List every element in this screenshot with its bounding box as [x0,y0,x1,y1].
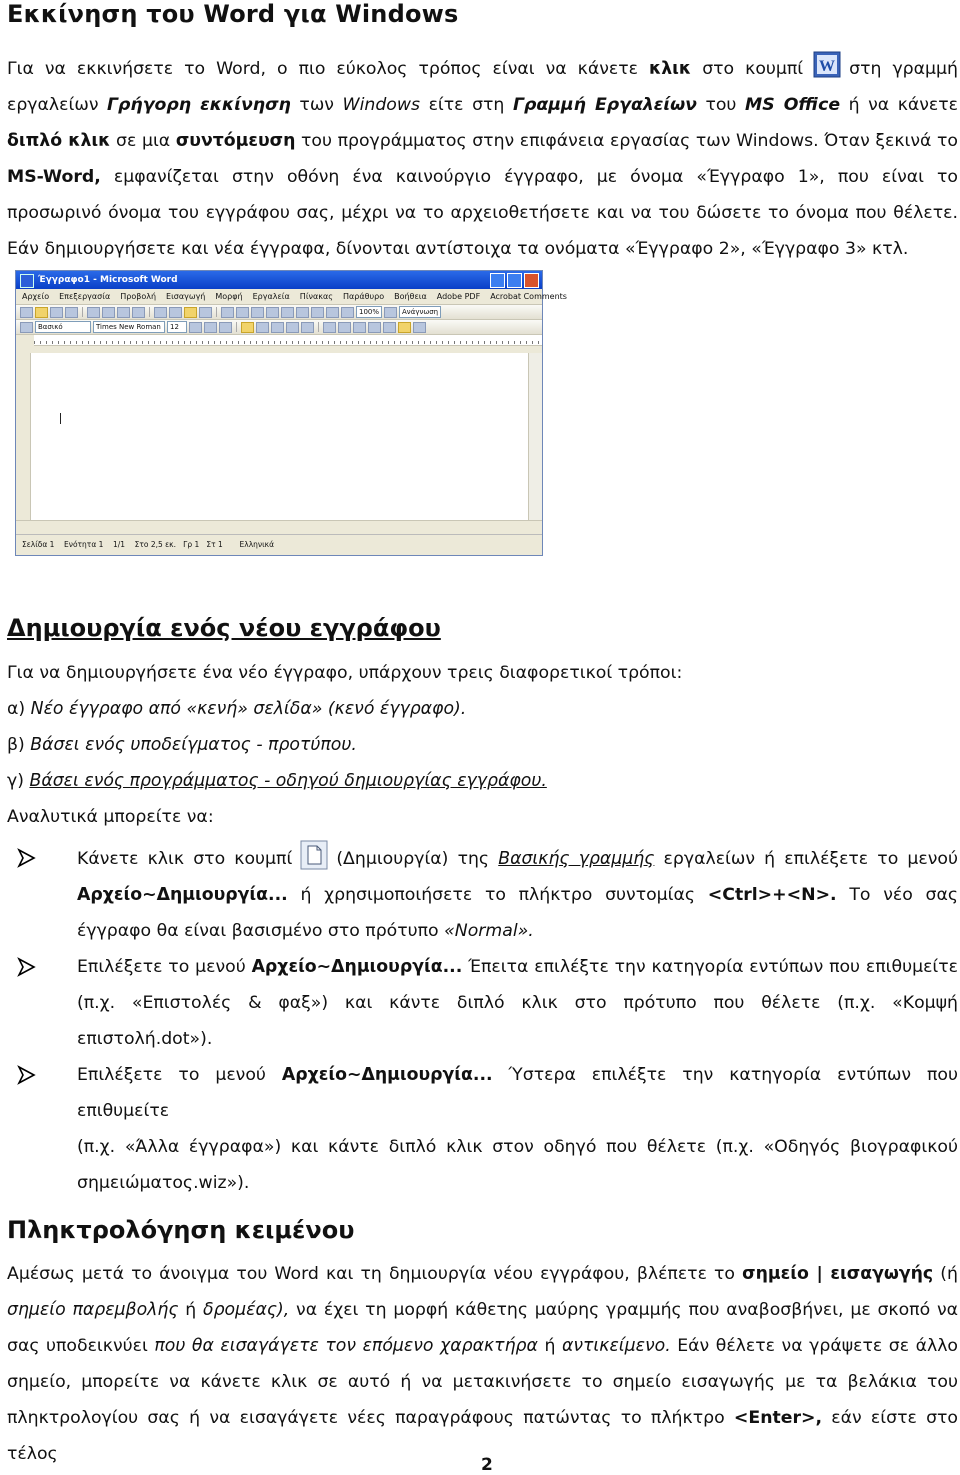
copy-icon[interactable] [169,307,182,318]
preview-icon[interactable] [102,307,115,318]
menu-file[interactable]: Αρχείο [22,292,50,301]
doc-map-icon[interactable] [326,307,339,318]
decrease-indent-icon[interactable] [353,322,366,333]
menu-edit[interactable]: Επεξεργασία [59,292,111,301]
close-button[interactable] [524,273,539,288]
menu-adobe-pdf[interactable]: Adobe PDF [436,292,481,301]
columns-icon[interactable] [296,307,309,318]
italic-icon[interactable] [204,322,217,333]
ways-list [7,655,958,835]
increase-indent-icon[interactable] [368,322,381,333]
section-title-new-document: Δημιουργία ενός νέου εγγράφου [7,614,441,642]
way-b: β) Βάσει ενός υποδείγματος - προτύπου. [7,735,357,755]
p1-line1: Για να εκκινήσετε το Word, ο πιο εύκολος τρόπος είναι να κάνετε κλικ στο κουμπί W στη γραμμή [7,50,958,87]
status-language: Ελληνικά [239,540,275,549]
new-icon[interactable] [20,307,33,318]
bullet-item-2: Επιλέξετε το μενού Αρχείο~Δημιουργία... Έπειτα επιλέξτε την κατηγορία εντύπων που επιθυμείτε (π.χ. «Επιστολές & φαξ») και κάντε διπλό κλικ στο πρότυπο που θέλετε (π.χ. «Κομψή επιστολή.dot»). [17,949,958,1057]
menu-bar [16,289,567,305]
font-select[interactable]: Times New Roman [93,321,165,333]
ways-intro: Για να δημιουργήσετε ένα νέο έγγραφο, υπάρχουν τρεις διαφορετικοί τρόποι: [7,663,683,683]
word-window-screenshot [15,270,567,556]
save-icon[interactable] [50,307,63,318]
numbering-icon[interactable] [323,322,336,333]
menu-window[interactable]: Παράθυρο [342,292,385,301]
word-icon [813,50,843,80]
status-page: Σελίδα 1 [22,540,55,549]
justify-icon[interactable] [286,322,299,333]
document-area[interactable] [16,353,542,521]
maximize-button[interactable] [507,273,522,288]
section-title-typing: Πληκτρολόγηση κειμένου [7,1216,355,1244]
horizontal-scrollbar[interactable] [16,520,542,535]
menu-acrobat-comments[interactable]: Acrobat Comments [490,292,567,301]
font-color-icon[interactable] [413,322,426,333]
hyperlink-icon[interactable] [251,307,264,318]
redo-icon[interactable] [236,307,249,318]
bullet-item-3: Επιλέξετε το μενού Αρχείο~Δημιουργία... Ύστερα επιλέξτε την κατηγορία εντύπων που επιθυμείτε (π.χ. «Άλλα έγγραφα») και κάντε διπλό κλικ στον οδηγό που θέλετε (π.χ. «Οδηγός βιογραφικού σημειώματος.wiz»). [17,1057,958,1201]
typing-paragraph: Αμέσως μετά το άνοιγμα του Word και τη δημιουργία νέου εγγράφου, βλέπετε το σημείο | εισαγωγής (ή σημείο παρεμβολής ή δρομέας), να έχει τη μορφή κάθετης μαύρης γραμμής που αναβοσβήνει, με σκοπό να σας υποδεικνύει που θα εισαγάγετε τον επόμενο χαρακτήρα ή αντικείμενο. Εάν θέλετε να γράψετε σε άλλο σημείο, μπορείτε να κάνετε κλικ σε αυτό ή να μετακινήσετε το σημείο εισαγωγής με τα βελάκια του πληκτρολογίου σας ή να εισαγάγετε νέες παραγράφους πατώντας το πλήκτρο <Enter>, εάν είστε στο τέλος [7,1264,959,1464]
section-title-start-word: Εκκίνηση του Word για Windows [7,0,459,28]
help-icon[interactable] [384,307,397,318]
undo-icon[interactable] [221,307,234,318]
intro-paragraph [7,50,958,267]
new-document-icon [300,840,328,870]
read-button[interactable]: Ανάγνωση [399,306,441,318]
status-at: Στο 2,5 εκ. [134,540,176,549]
menu-help[interactable]: Βοήθεια [394,292,427,301]
p1-line2: εργαλείων Γρήγορη εκκίνηση των Windows είτε στη Γραμμή Εργαλείων του MS Office ή να κάνετε [7,95,959,115]
menu-view[interactable]: Προβολή [120,292,157,301]
border-icon[interactable] [383,322,396,333]
excel-icon[interactable] [281,307,294,318]
paste-icon[interactable] [184,307,197,318]
window-title: Έγγραφο1 - Microsoft Word [38,275,178,285]
font-size-select[interactable]: 12 [167,321,187,333]
menu-format[interactable]: Μορφή [215,292,243,301]
align-center-icon[interactable] [256,322,269,333]
align-left-icon[interactable] [241,322,254,333]
arrow-bullet-icon [17,849,35,867]
print-icon[interactable] [87,307,100,318]
zoom-select[interactable]: 100% [356,306,382,318]
menu-tools[interactable]: Εργαλεία [252,292,290,301]
highlight-icon[interactable] [398,322,411,333]
line-spacing-icon[interactable] [301,322,314,333]
way-c: γ) Βάσει ενός προγράμματος - οδηγού δημιουργίας εγγράφου. [7,771,547,791]
minimize-button[interactable] [490,273,505,288]
bold-icon[interactable] [189,322,202,333]
table-icon[interactable] [266,307,279,318]
word-app-icon [20,274,34,288]
status-column: Στ 1 [206,540,223,549]
drawing-icon[interactable] [311,307,324,318]
p1-line5: προσωρινό όνομα του εγγράφου σας, μέχρι να το αρχειοθετήσετε και να του δώσετε το όνομα που θέλετε. [7,203,958,223]
page-number: 2 [481,1455,493,1475]
formatting-toolbar [16,320,542,335]
align-right-icon[interactable] [271,322,284,333]
window-titlebar [16,271,542,289]
cut-icon[interactable] [154,307,167,318]
p1-line6: Εάν δημιουργήσετε και νέα έγγραφα, δίνονται αντίστοιχα τα ονόματα «Έγγραφο 2», «Έγγραφο 3» κτλ. [7,239,909,259]
bullet-list [17,840,958,1201]
menu-table[interactable]: Πίνακας [299,292,333,301]
bullet-item-1: Κάνετε κλικ στο κουμπί (Δημιουργία) της Βασικής γραμμής εργαλείων ή επιλέξετε το μενού Αρχείο~Δημιουργία... ή χρησιμοποιήσετε το πλήκτρο συντομίας <Ctrl>+<N>. Το νέο σας έγγραφο θα είναι βασισμένο στο πρότυπο «Normal». [17,840,958,949]
menu-insert[interactable]: Εισαγωγή [166,292,206,301]
horizontal-ruler [34,335,542,346]
insertion-point [60,413,61,424]
styles-pane-icon[interactable] [20,322,33,333]
bullets-icon[interactable] [338,322,351,333]
permission-icon[interactable] [65,307,78,318]
arrow-bullet-icon [17,1066,35,1084]
status-section: Ενότητα 1 [64,540,104,549]
status-pages: 1/1 [112,540,126,549]
format-painter-icon[interactable] [199,307,212,318]
status-line: Γρ 1 [183,540,200,549]
vertical-scrollbar[interactable] [528,353,542,521]
spelling-icon[interactable] [117,307,130,318]
details-label: Αναλυτικά μπορείτε να: [7,807,214,827]
vertical-ruler [16,353,31,521]
p1-line4: MS-Word, εμφανίζεται στην οθόνη ένα καινούργιο έγγραφο, με όνομα «Έγγραφο 1», που είναι το [7,167,958,187]
research-icon[interactable] [132,307,145,318]
style-select[interactable]: Βασικό [35,321,91,333]
arrow-bullet-icon [17,958,35,976]
underline-icon[interactable] [219,322,232,333]
svg-text:W: W [819,58,836,75]
standard-toolbar [16,305,542,320]
way-a: α) Νέο έγγραφο από «κενή» σελίδα» (κενό έγγραφο). [7,699,467,719]
status-bar [16,534,542,555]
open-icon[interactable] [35,307,48,318]
show-hide-icon[interactable] [341,307,354,318]
p1-line3: διπλό κλικ σε μια συντόμευση του προγράμματος στην επιφάνεια εργασίας των Windows. Όταν ξεκινά το [7,131,959,151]
